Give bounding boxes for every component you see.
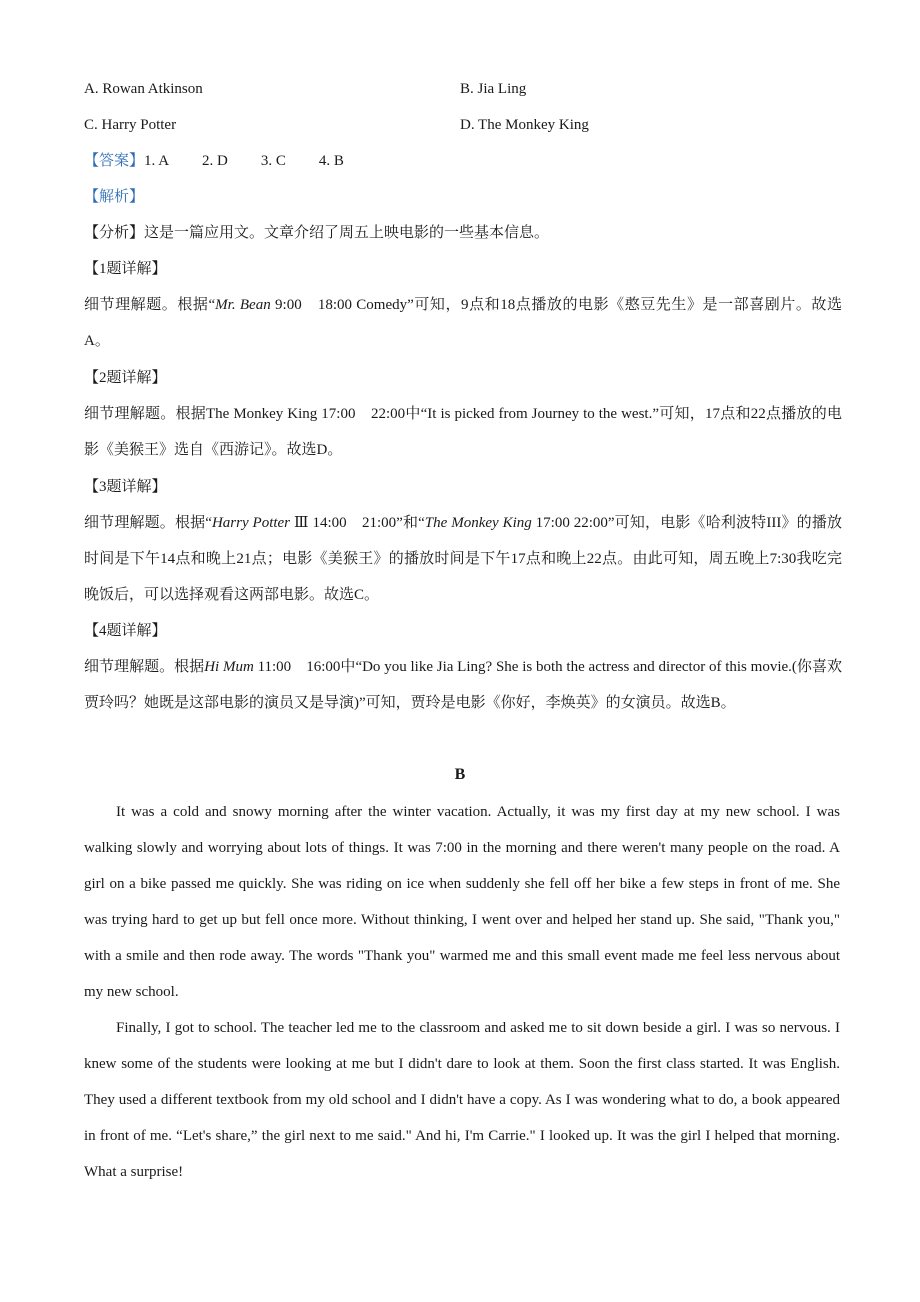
q1-post: 9:00 18:00 Comedy”可知，9点和18点播放的电影《憨豆先生》是一部喜剧片。故选A。 <box>84 297 842 349</box>
q4-post: 11:00 16:00中“Do you like Jia Ling? She is both the actress and director of this movie.(你喜欢贾玲吗？她既是这部电影的演员又是导演)”可知，贾玲是电影《你好，李焕英》的女演员。故选B。 <box>84 659 842 711</box>
q1-heading: 【1题详解】 <box>84 261 167 277</box>
q1-pre: 细节理解题。根据“ <box>84 297 216 313</box>
option-d: D. The Monkey King <box>460 117 589 133</box>
answer-item-3: 3. C <box>260 153 286 169</box>
option-a: A. Rowan Atkinson <box>84 81 203 97</box>
answer-item-2: 2. D <box>202 153 228 169</box>
answer-label: 【答案】 <box>84 153 145 169</box>
q4-heading: 【4题详解】 <box>84 623 167 639</box>
q3-movie-title-2: The Monkey King <box>424 515 532 531</box>
q3-post: 17:00 22:00”可知，电影《哈利波特III》的播放时间是下午14点和晚上21点；电影《美猴王》的播放时间是下午17点和晚上22点。由此可知，周五晚上7:30我吃完晚饭后，可以选择观看这两部电影。故选C。 <box>84 515 842 603</box>
analysis-intro: 【分析】这是一篇应用文。文章介绍了周五上映电影的一些基本信息。 <box>84 225 550 241</box>
q3-pre: 细节理解题。根据“ <box>84 515 212 531</box>
q3-heading: 【3题详解】 <box>84 479 167 495</box>
answer-item-4: 4. B <box>318 153 344 169</box>
q4-pre: 细节理解题。根据 <box>84 659 205 675</box>
q3-movie-title-1: Harry Potter <box>211 515 291 531</box>
option-b: B. Jia Ling <box>460 81 527 97</box>
q1-explanation <box>84 287 842 359</box>
section-title: B <box>454 766 466 783</box>
q4-movie-title: Hi Mum <box>204 659 254 675</box>
q2-heading: 【2题详解】 <box>84 370 167 386</box>
q3-explanation <box>84 505 842 613</box>
q1-movie-title: Mr. Bean <box>215 297 271 313</box>
passage-paragraph-1: It was a cold and snowy morning after the winter vacation. Actually, it was my first day at my new school. I was walking slowly and worrying about lots of things. It was 7:00 in the morning and there weren't many people on the road. A girl on a bike passed me quickly. She was riding on ice when suddenly she fell off her bike a few steps in front of me. She was trying hard to get up but fell once more. Without thinking, I went over and helped her stand up. She said, "Thank you," with a smile and then rode away. The words "Thank you" warmed me and this small event made me feel less nervous about my new school. <box>84 804 840 1000</box>
answer-line <box>84 151 377 171</box>
passage-paragraph-2: Finally, I got to school. The teacher led me to the classroom and asked me to sit down beside a girl. I was so nervous. I knew some of the students were looking at me but I didn't dare to look at them. Soon the first class started. It was English. They used a different textbook from my old school and I didn't have a copy. As I was wondering what to do, a book appeared in front of me. “Let's share,” the girl next to me said." And hi, I'm Carrie." I looked up. It was the girl I helped that morning. What a surprise! <box>84 1020 840 1180</box>
q2-explanation: 细节理解题。根据The Monkey King 17:00 22:00中“It is picked from Journey to the west.”可知，17点和22点播放的电影《美猴王》选自《西游记》。故选D。 <box>84 406 842 458</box>
q4-explanation <box>84 649 842 721</box>
answer-item-1: 1. A <box>144 153 170 169</box>
option-c: C. Harry Potter <box>84 117 177 133</box>
analysis-label: 【解析】 <box>84 189 145 205</box>
q3-mid: Ⅲ 14:00 21:00”和“ <box>290 515 425 531</box>
